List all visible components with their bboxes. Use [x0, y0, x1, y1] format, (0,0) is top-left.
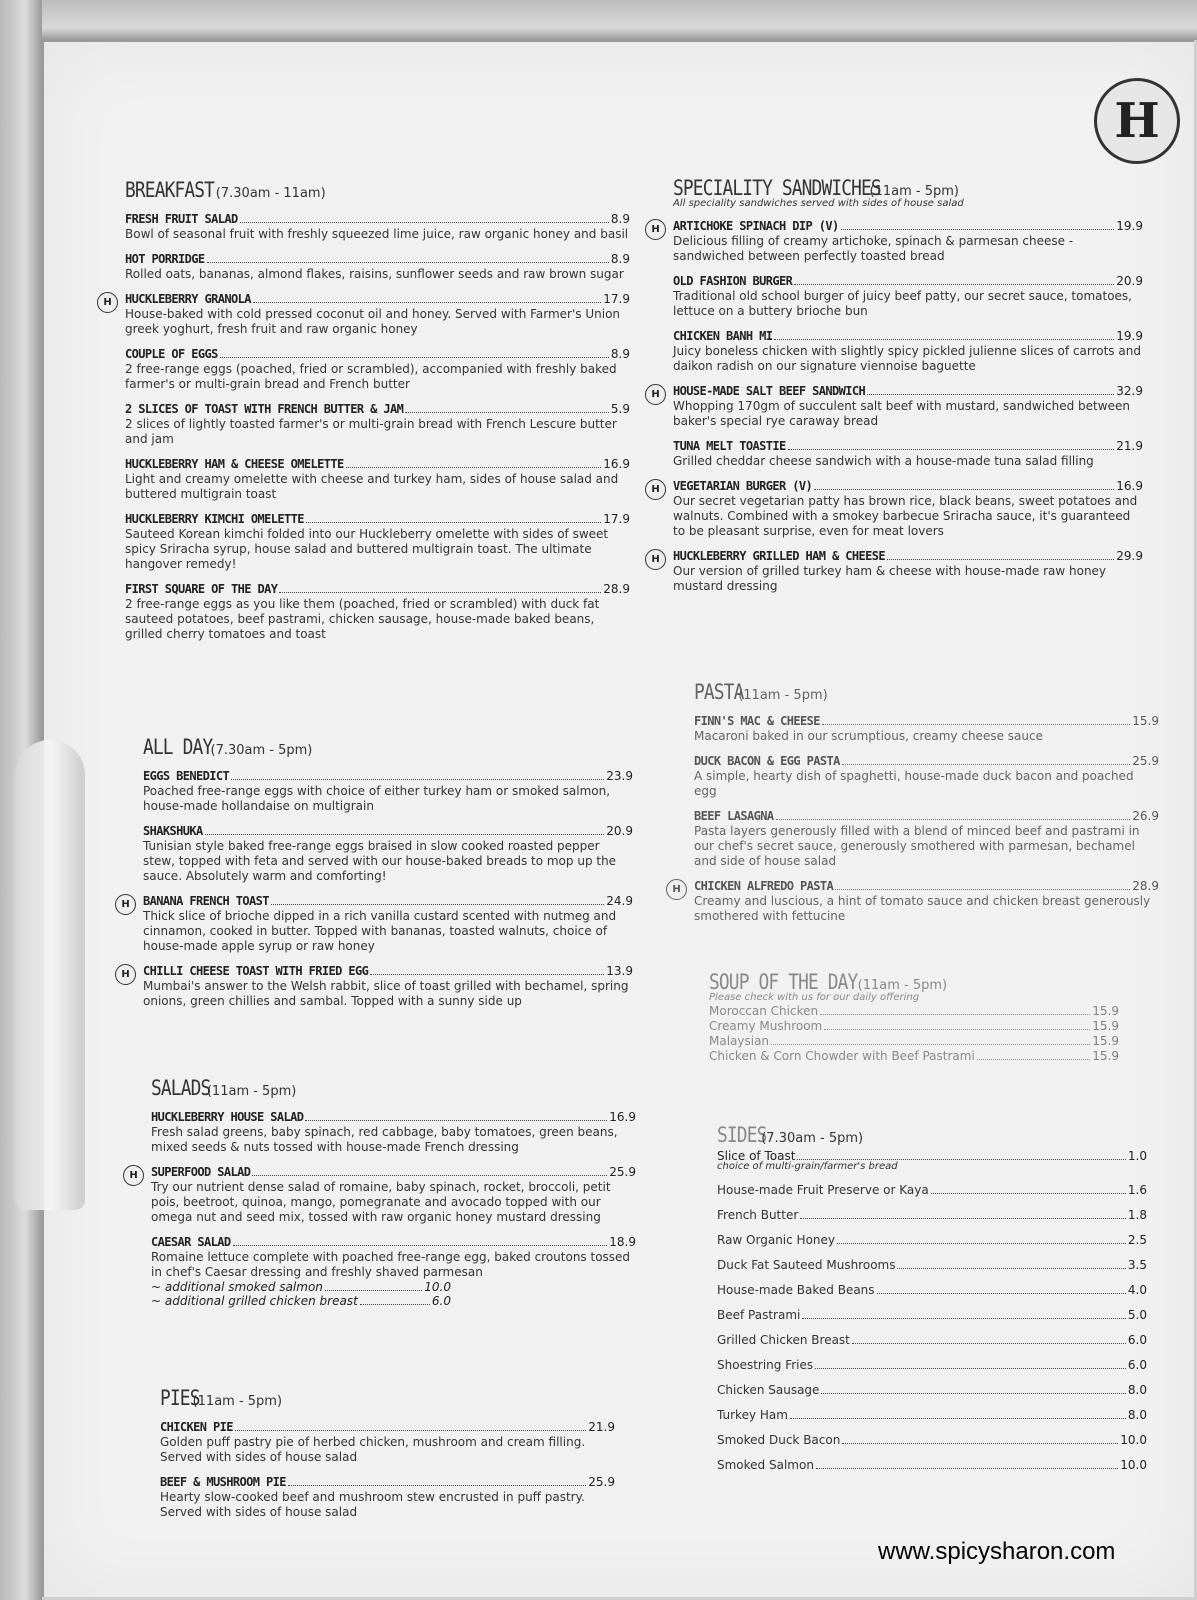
menu-item [717, 1208, 1147, 1222]
item-line [151, 1235, 636, 1249]
leader-dots [931, 1193, 1126, 1194]
item-price: 29.9 [1116, 549, 1143, 563]
item-description: Our secret vegetarian patty has brown rice, black beans, sweet potatoes and walnuts. Combined with a smokey barbecue Sriracha sauce, it's guaranteed to be pleasant surprise, even for meat lovers [673, 494, 1138, 538]
menu-item [717, 1408, 1147, 1422]
item-name: CHILLI CHEESE TOAST WITH FRIED EGG [143, 964, 369, 978]
item-name: French Butter [717, 1208, 799, 1222]
menu-item [143, 769, 633, 814]
item-line [160, 1420, 615, 1434]
item-description: Try our nutrient dense salad of romaine, baby spinach, rocket, broccoli, petit pois, beetroot, quinoa, mango, pomegranate and avocado topped with our omega nut and seed mix, tossed with raw organic honey mustard dressing [151, 1180, 611, 1224]
item-description: Hearty slow-cooked beef and mushroom stew encrusted in puff pastry. Served with sides of house salad [160, 1490, 585, 1519]
watermark: www.spicysharon.com [878, 1538, 1116, 1565]
item-list [651, 219, 1143, 594]
menu-item [694, 714, 1159, 744]
item-price: 25.9 [1132, 754, 1159, 768]
leader-dots [897, 1268, 1125, 1269]
item-line [125, 252, 630, 266]
menu-item [709, 1004, 1119, 1018]
menu-item [151, 1110, 636, 1155]
item-name: BANANA FRENCH TOAST [143, 894, 269, 908]
leader-dots [220, 357, 609, 358]
leader-dots [405, 412, 609, 413]
item-description: Pasta layers generously filled with a blend of minced beef and pastrami in our chef's secret sauce, generously smothered with parmesan, bechamel and side of house salad [694, 824, 1140, 868]
leader-dots [288, 1485, 586, 1486]
section-title: BREAKFAST [125, 178, 215, 202]
item-description: Rolled oats, bananas, almond flakes, raisins, sunflower seeds and raw brown sugar [125, 267, 624, 281]
leader-dots [253, 302, 601, 303]
menu-item [103, 292, 630, 337]
item-name: Slice of Toast [717, 1149, 796, 1163]
item-price: 6.0 [1127, 1333, 1147, 1347]
item-price: 15.9 [1092, 1034, 1119, 1048]
item-description: 2 free-range eggs (poached, fried or scrambled), accompanied with freshly baked farmer's or multi-grain bread and French butter [125, 362, 617, 391]
menu-item [651, 549, 1143, 594]
leader-dots [794, 284, 1114, 285]
menu-item [673, 439, 1143, 469]
item-price: 21.9 [588, 1420, 615, 1434]
item-list [121, 769, 633, 1009]
item-name: House-made Fruit Preserve or Kaya [717, 1183, 929, 1197]
leader-dots [824, 1029, 1090, 1030]
item-name: FINN'S MAC & CHEESE [694, 714, 820, 728]
section-time: (11am - 5pm) [869, 184, 959, 199]
leader-dots [235, 1430, 586, 1431]
item-name: Duck Fat Sauteed Mushrooms [717, 1258, 896, 1272]
huckleberry-logo: H [1094, 78, 1180, 164]
item-price: 8.9 [610, 347, 630, 361]
item-price: 8.9 [610, 212, 630, 226]
leader-dots [305, 1120, 607, 1121]
menu-item [125, 212, 630, 242]
item-price: 28.9 [1132, 879, 1159, 893]
section-pasta [672, 680, 1159, 924]
menu-item [151, 1235, 636, 1280]
leader-dots [815, 1368, 1126, 1369]
section-time: (7.30am - 5pm) [761, 1131, 864, 1146]
menu-item [673, 329, 1143, 374]
menu-item [651, 479, 1143, 539]
menu-item [125, 457, 630, 502]
leader-dots [790, 1418, 1126, 1419]
section-note: choice of multi-grain/farmer's bread [717, 1161, 898, 1172]
item-name: VEGETARIAN BURGER (V) [673, 479, 813, 493]
menu-item [143, 824, 633, 884]
item-price: 1.8 [1127, 1208, 1147, 1222]
item-name: Moroccan Chicken [709, 1004, 819, 1018]
item-price: 10.0 [1120, 1458, 1147, 1472]
item-description: A simple, hearty dish of spaghetti, house-made duck bacon and poached egg [694, 769, 1134, 798]
item-price: 5.0 [1127, 1308, 1147, 1322]
section-all-day [121, 735, 633, 1009]
section-title: PIES [160, 1386, 200, 1410]
item-name: CHICKEN BANH MI [673, 329, 773, 343]
menu-item [129, 1165, 636, 1225]
item-price: 3.5 [1127, 1258, 1147, 1272]
menu-item [121, 964, 633, 1009]
item-price: 5.9 [610, 402, 630, 416]
item-line [151, 1165, 636, 1179]
item-list [129, 1110, 636, 1280]
item-price: 15.9 [1092, 1019, 1119, 1033]
item-name: HUCKLEBERRY GRANOLA [125, 292, 251, 306]
item-line [160, 1475, 615, 1489]
leader-dots [977, 1059, 1090, 1060]
item-line [151, 1110, 636, 1124]
menu-item [673, 274, 1143, 319]
item-name: HUCKLEBERRY GRILLED HAM & CHEESE [673, 549, 885, 563]
item-description: Fresh salad greens, baby spinach, red cabbage, baby tomatoes, green beans, mixed seeds & nuts tossed with house-made French dressing [151, 1125, 618, 1154]
item-name: DUCK BACON & EGG PASTA [694, 754, 840, 768]
item-name: Malaysian [709, 1034, 770, 1048]
item-list [709, 1004, 1119, 1063]
leader-dots [776, 819, 1131, 820]
extras-list [151, 1280, 636, 1308]
item-price: 4.0 [1127, 1283, 1147, 1297]
item-list [103, 212, 630, 642]
leader-dots [346, 467, 602, 468]
menu-holder-top [0, 0, 1197, 40]
leader-dots [841, 229, 1115, 230]
item-description: Creamy and luscious, a hint of tomato sauce and chicken breast generously smothered with fettucine [694, 894, 1151, 923]
item-line [125, 402, 630, 416]
item-list [160, 1420, 615, 1520]
item-price: 17.9 [603, 512, 630, 526]
signature-dish-icon: H [666, 879, 687, 900]
leader-dots [774, 339, 1114, 340]
section-title: ALL DAY [143, 735, 213, 759]
item-name: Shoestring Fries [717, 1358, 814, 1372]
item-name: OLD FASHION BURGER [673, 274, 793, 288]
section-speciality-sandwiches [651, 176, 1143, 594]
item-name: Beef Pastrami [717, 1308, 801, 1322]
leader-dots [802, 1318, 1126, 1319]
leader-dots [279, 592, 601, 593]
item-price: 25.9 [588, 1475, 615, 1489]
item-line [673, 549, 1143, 563]
salad-extra [151, 1294, 451, 1308]
item-name: HUCKLEBERRY KIMCHI OMELETTE [125, 512, 304, 526]
item-price: 23.9 [606, 769, 633, 783]
item-name: Creamy Mushroom [709, 1019, 823, 1033]
leader-dots [788, 449, 1115, 450]
item-price: 8.0 [1127, 1383, 1147, 1397]
item-description: House-baked with cold pressed coconut oil and honey. Served with Farmer's Union greek yoghurt, fresh fruit and raw organic honey [125, 307, 621, 336]
item-line [143, 769, 633, 783]
item-price: 15.9 [1092, 1049, 1119, 1063]
menu-item [709, 1049, 1119, 1063]
menu-item [717, 1308, 1147, 1322]
item-name: BEEF LASAGNA [694, 809, 774, 823]
item-price: 26.9 [1132, 809, 1159, 823]
item-name: EGGS BENEDICT [143, 769, 230, 783]
item-price: 32.9 [1116, 384, 1143, 398]
extra-price: 10.0 [424, 1280, 451, 1294]
menu-item [125, 347, 630, 392]
item-price: 18.9 [609, 1235, 636, 1249]
item-line [125, 347, 630, 361]
item-name: CHICKEN ALFREDO PASTA [694, 879, 834, 893]
item-description: Mumbai's answer to the Welsh rabbit, slice of toast grilled with bechamel, spring onions, green chillies and sambal. Topped with a sunny side up [143, 979, 629, 1008]
item-name: HOT PORRIDGE [125, 252, 205, 266]
section-time: (11am - 5pm) [192, 1394, 283, 1409]
item-line [673, 219, 1143, 233]
leader-dots [814, 489, 1114, 490]
item-name: 2 SLICES OF TOAST WITH FRENCH BUTTER & JAM [125, 402, 404, 416]
item-line [125, 582, 630, 596]
item-list [672, 714, 1159, 924]
signature-dish-icon: H [645, 479, 666, 500]
menu-item [709, 1019, 1119, 1033]
extra-name: ~ additional grilled chicken breast [151, 1294, 358, 1308]
salad-extra [151, 1280, 451, 1294]
item-line [143, 964, 633, 978]
section-time: (7.30am - 11am) [215, 186, 326, 201]
leader-dots [816, 1468, 1118, 1469]
item-description: Delicious filling of creamy artichoke, spinach & parmesan cheese - sandwiched between perfectly toasted bread [673, 234, 1074, 263]
leader-dots [800, 1218, 1126, 1219]
menu-item [717, 1183, 1147, 1197]
item-name: Raw Organic Honey [717, 1233, 836, 1247]
leader-dots [842, 1443, 1118, 1444]
section-title: SIDES [717, 1123, 767, 1147]
item-description: 2 free-range eggs as you like them (poached, fried or scrambled) with duck fat sauteed potatoes, beef pastrami, chicken sausage, house-made baked beans, grilled cherry tomatoes and toast [125, 597, 600, 641]
item-price: 16.9 [603, 457, 630, 471]
item-price: 25.9 [609, 1165, 636, 1179]
item-list [717, 1183, 1147, 1472]
leader-dots [306, 522, 601, 523]
item-name: FIRST SQUARE OF THE DAY [125, 582, 278, 596]
section-time: (11am - 5pm) [206, 1084, 297, 1099]
item-name: Grilled Chicken Breast [717, 1333, 850, 1347]
menu-item [717, 1358, 1147, 1372]
leader-dots [822, 724, 1130, 725]
item-price: 16.9 [609, 1110, 636, 1124]
item-description: Juicy boneless chicken with slightly spicy pickled julienne slices of carrots and daikon radish on our signature viennoise baguette [673, 344, 1141, 373]
leader-dots [231, 779, 604, 780]
item-price: 15.9 [1092, 1004, 1119, 1018]
item-line [673, 384, 1143, 398]
item-name: TUNA MELT TOASTIE [673, 439, 786, 453]
item-name: SHAKSHUKA [143, 824, 203, 838]
item-name: HOUSE-MADE SALT BEEF SANDWICH [673, 384, 866, 398]
menu-item [694, 809, 1159, 869]
leader-dots [271, 904, 604, 905]
item-price: 10.0 [1120, 1433, 1147, 1447]
menu-item [125, 582, 630, 642]
item-price: 1.6 [1127, 1183, 1147, 1197]
item-name: COUPLE OF EGGS [125, 347, 218, 361]
menu-item [717, 1458, 1147, 1472]
item-line [694, 879, 1159, 893]
section-title: PASTA [694, 680, 744, 704]
signature-dish-icon: H [645, 384, 666, 405]
leader-dots [233, 1245, 608, 1246]
menu-item [717, 1383, 1147, 1397]
leader-dots [252, 1175, 607, 1176]
item-description: Sauteed Korean kimchi folded into our Huckleberry omelette with sides of sweet spicy Sriracha syrup, house salad and buttered multigrain toast. The ultimate hangover remedy! [125, 527, 609, 571]
menu-item [717, 1233, 1147, 1247]
section-time: (7.30am - 5pm) [210, 743, 313, 758]
leader-dots [370, 974, 604, 975]
menu-item [125, 512, 630, 572]
menu-item [651, 219, 1143, 264]
menu-item [125, 252, 630, 282]
leader-dots [852, 1343, 1126, 1344]
item-line [673, 439, 1143, 453]
menu-item [717, 1433, 1147, 1447]
section-breakfast [103, 178, 630, 642]
leader-dots [821, 1393, 1125, 1394]
item-description: Bowl of seasonal fruit with freshly squeezed lime juice, raw organic honey and basil [125, 227, 629, 241]
signature-dish-icon: H [123, 1165, 144, 1186]
extra-price: 6.0 [431, 1294, 451, 1308]
item-name: Chicken Sausage [717, 1383, 820, 1397]
item-price: 19.9 [1116, 219, 1143, 233]
section-note: All speciality sandwiches served with sides of house salad [673, 198, 964, 209]
menu-item [672, 879, 1159, 924]
item-price: 1.0 [1127, 1149, 1147, 1163]
item-line [673, 329, 1143, 343]
item-line [673, 274, 1143, 288]
section-salads [129, 1076, 636, 1308]
item-line [125, 512, 630, 526]
item-line [125, 292, 630, 306]
section-title: SOUP OF THE DAY [709, 970, 858, 994]
leader-dots [835, 889, 1130, 890]
item-price: 15.9 [1132, 714, 1159, 728]
menu-item [121, 894, 633, 954]
leader-dots [240, 222, 609, 223]
thumb [15, 740, 85, 1210]
section-sides [717, 1123, 1147, 1472]
item-price: 21.9 [1116, 439, 1143, 453]
item-name: Turkey Ham [717, 1408, 788, 1422]
item-description: Whopping 170gm of succulent salt beef with mustard, sandwiched between baker's special rye caraway bread [673, 399, 1130, 428]
section-pies [160, 1386, 615, 1520]
item-name: FRESH FRUIT SALAD [125, 212, 238, 226]
item-price: 8.9 [610, 252, 630, 266]
item-description: Romaine lettuce complete with poached free-range egg, baked croutons tossed in chef's Caesar dressing and freshly shaved parmesan [151, 1250, 631, 1279]
item-price: 28.9 [603, 582, 630, 596]
item-name: HUCKLEBERRY HAM & CHEESE OMELETTE [125, 457, 344, 471]
item-line [673, 479, 1143, 493]
item-description: Our version of grilled turkey ham & cheese with house-made raw honey mustard dressing [673, 564, 1107, 593]
item-name: CHICKEN PIE [160, 1420, 233, 1434]
menu-item [694, 754, 1159, 799]
menu-item [717, 1283, 1147, 1297]
menu-item [125, 402, 630, 447]
section-note: Please check with us for our daily offering [709, 992, 920, 1003]
item-price: 6.0 [1127, 1358, 1147, 1372]
item-description: Macaroni baked in our scrumptious, creamy cheese sauce [694, 729, 1043, 743]
item-line [694, 714, 1159, 728]
section-soup-of-the-day [709, 970, 1119, 1063]
leader-dots [360, 1294, 430, 1305]
item-name: Smoked Salmon [717, 1458, 814, 1472]
item-price: 16.9 [1116, 479, 1143, 493]
signature-dish-icon: H [97, 292, 118, 313]
item-line [143, 824, 633, 838]
section-title: SPECIALITY SANDWICHES [673, 176, 881, 200]
item-name: BEEF & MUSHROOM PIE [160, 1475, 286, 1489]
item-name: HUCKLEBERRY HOUSE SALAD [151, 1110, 304, 1124]
menu-item [160, 1475, 615, 1520]
leader-dots [842, 764, 1131, 765]
leader-dots [207, 262, 609, 263]
item-description: Golden puff pastry pie of herbed chicken, mushroom and cream filling. Served with sides of house salad [160, 1435, 586, 1464]
leader-dots [887, 559, 1114, 560]
leader-dots [205, 834, 605, 835]
menu-item [709, 1034, 1119, 1048]
item-line [125, 457, 630, 471]
menu-item [717, 1258, 1147, 1272]
item-price: 20.9 [606, 824, 633, 838]
item-description: 2 slices of lightly toasted farmer's or multi-grain bread with French Lescure butter and jam [125, 417, 617, 446]
item-price: 17.9 [603, 292, 630, 306]
leader-dots [797, 1159, 1126, 1160]
signature-dish-icon: H [645, 549, 666, 570]
item-name: ARTICHOKE SPINACH DIP (V) [673, 219, 839, 233]
leader-dots [820, 1014, 1090, 1015]
leader-dots [837, 1243, 1126, 1244]
item-description: Light and creamy omelette with cheese and turkey ham, sides of house salad and buttered multigrain toast [125, 472, 619, 501]
item-name: House-made Baked Beans [717, 1283, 875, 1297]
section-time: (11am - 5pm) [857, 978, 948, 993]
signature-dish-icon: H [115, 964, 136, 985]
item-description: Grilled cheddar cheese sandwich with a house-made tuna salad filling [673, 454, 1094, 468]
item-price: 24.9 [606, 894, 633, 908]
item-name: Smoked Duck Bacon [717, 1433, 841, 1447]
menu-item [651, 384, 1143, 429]
menu-item [717, 1333, 1147, 1347]
item-name: CAESAR SALAD [151, 1235, 231, 1249]
signature-dish-icon: H [645, 219, 666, 240]
item-price: 19.9 [1116, 329, 1143, 343]
item-line [125, 212, 630, 226]
leader-dots [867, 394, 1114, 395]
item-description: Traditional old school burger of juicy beef patty, our secret sauce, tomatoes, lettuce on a buttery brioche bun [673, 289, 1132, 318]
item-price: 8.0 [1127, 1408, 1147, 1422]
section-title: SALADS [151, 1076, 211, 1100]
item-description: Thick slice of brioche dipped in a rich vanilla custard scented with nutmeg and cinnamon, cooked in butter. Topped with bananas, toasted walnuts, choice of house-made apple syrup or raw honey [143, 909, 617, 953]
item-price: 20.9 [1116, 274, 1143, 288]
item-description: Tunisian style baked free-range eggs braised in slow cooked roasted pepper stew, topped with feta and served with our house-baked breads to mop up the sauce. Absolutely warm and comforting! [143, 839, 617, 883]
signature-dish-icon: H [115, 894, 136, 915]
leader-dots [771, 1044, 1090, 1045]
extra-name: ~ additional smoked salmon [151, 1280, 323, 1294]
item-line [694, 809, 1159, 823]
leader-dots [877, 1293, 1126, 1294]
item-description: Poached free-range eggs with choice of either turkey ham or smoked salmon, house-made hollandaise on multigrain [143, 784, 611, 813]
item-name: SUPERFOOD SALAD [151, 1165, 251, 1179]
item-name: Chicken & Corn Chowder with Beef Pastrami [709, 1049, 975, 1063]
item-price: 13.9 [606, 964, 633, 978]
item-line [143, 894, 633, 908]
leader-dots [325, 1280, 422, 1291]
menu-item [160, 1420, 615, 1465]
section-time: (11am - 5pm) [738, 688, 828, 703]
item-line [694, 754, 1159, 768]
item-price: 2.5 [1127, 1233, 1147, 1247]
